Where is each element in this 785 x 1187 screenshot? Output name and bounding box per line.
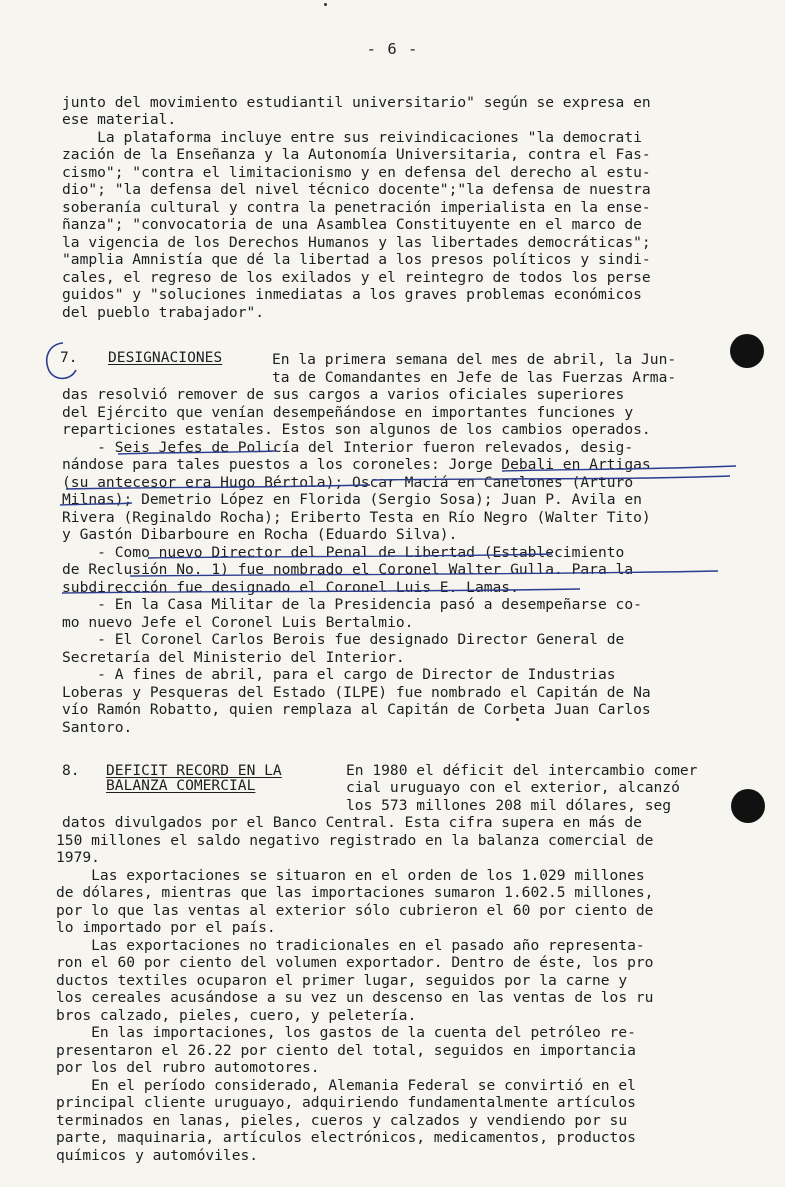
text-line: "amplia Amnistía que dé la libertad a los presos políticos y sindi- [62, 251, 651, 268]
text-line: por los del rubro automotores. [56, 1059, 320, 1076]
text-line: ductos textiles ocuparon el primer lugar, seguidos por la carne y [56, 972, 628, 989]
text-line: de dólares, mientras que las importaciones sumaron 1.602.5 millones, [56, 884, 654, 901]
text-line: 150 millones el saldo negativo registrado en la balanza comercial de [56, 832, 654, 849]
text-line: y Gastón Dibarboure en Rocha (Eduardo Silva). [62, 526, 458, 543]
text-line: subdirección fue designado el Coronel Luis E. Lamas. [62, 579, 519, 596]
text-line: ron el 60 por ciento del volumen exportador. Dentro de éste, los pro [56, 954, 654, 971]
text-line: químicos y automóviles. [56, 1147, 259, 1164]
text-line: junto del movimiento estudiantil universitario" según se expresa en [62, 94, 651, 111]
text-line: En las importaciones, los gastos de la cuenta del petróleo re- [56, 1024, 636, 1041]
text-line: de Reclusión No. 1) fue nombrado el Coronel Walter Gulla. Para la [62, 561, 634, 578]
punch-hole-bottom [731, 789, 765, 823]
text-line: La plataforma incluye entre sus reivindicaciones "la democrati [62, 129, 642, 146]
text-line: los cereales acusándose a su vez un descenso en las ventas de los ru [56, 989, 654, 1006]
text-line: los 573 millones 208 mil dólares, seg [346, 797, 672, 814]
text-line: por lo que las ventas al exterior sólo cubrieron el 60 por ciento de [56, 902, 654, 919]
text-line: Las exportaciones se situaron en el orden de los 1.029 millones [56, 867, 645, 884]
text-line: Rivera (Reginaldo Rocha); Eriberto Testa en Río Negro (Walter Tito) [62, 509, 651, 526]
text-line: lo importado por el país. [56, 919, 276, 936]
page-number: - 6 - [366, 40, 419, 58]
text-line: - Como nuevo Director del Penal de Libertad (Establecimiento [62, 544, 625, 561]
section-heading: BALANZA COMERCIAL [106, 777, 256, 794]
ink-speck [324, 3, 327, 6]
text-line: - En la Casa Militar de la Presidencia pasó a desempeñarse co- [62, 596, 642, 613]
text-line: (su antecesor era Hugo Bértola); Oscar Maciá en Canelones (Arturo [62, 474, 634, 491]
text-line: soberanía cultural y contra la penetración imperialista en la ense- [62, 199, 651, 216]
text-line: En el período considerado, Alemania Federal se convirtió en el [56, 1077, 636, 1094]
text-line: mo nuevo Jefe el Coronel Luis Bertalmio. [62, 614, 414, 631]
text-line: 1979. [56, 849, 100, 866]
text-line: - A fines de abril, para el cargo de Director de Industrias [62, 666, 616, 683]
text-line: datos divulgados por el Banco Central. Esta cifra supera en más de [62, 814, 642, 831]
text-line: ñanza"; "convocatoria de una Asamblea Constituyente en el marco de [62, 216, 642, 233]
text-line: presentaron el 26.22 por ciento del total, seguidos en importancia [56, 1042, 636, 1059]
text-line: Loberas y Pesqueras del Estado (ILPE) fue nombrado el Capitán de Na [62, 684, 651, 701]
text-line: - Seis Jefes de Policía del Interior fueron relevados, desig- [62, 439, 634, 456]
text-line: - El Coronel Carlos Berois fue designado Director General de [62, 631, 625, 648]
text-line: principal cliente uruguayo, adquiriendo fundamentalmente artículos [56, 1094, 636, 1111]
text-line: la vigencia de los Derechos Humanos y las libertades democráticas"; [62, 234, 651, 251]
text-line: del Ejército que venían desempeñándose en importantes funciones y [62, 404, 634, 421]
text-line: cismo"; "contra el limitacionismo y en defensa del derecho al estu- [62, 164, 651, 181]
text-line: cial uruguayo con el exterior, alcanzó [346, 779, 680, 796]
text-line: das resolvió remover de sus cargos a varios oficiales superiores [62, 386, 625, 403]
text-line: ta de Comandantes en Jefe de las Fuerzas Arma- [272, 369, 677, 386]
section-number: 8. [62, 762, 80, 779]
ink-speck [516, 718, 519, 721]
text-line: reparticiones estatales. Estos son algunos de los cambios operados. [62, 421, 651, 438]
text-line: cales, el regreso de los exilados y el reintegro de todos los perse [62, 269, 651, 286]
text-line: zación de la Enseñanza y la Autonomía Universitaria, contra el Fas- [62, 146, 651, 163]
text-line: En la primera semana del mes de abril, la Jun- [272, 351, 677, 368]
text-line: terminados en lanas, pieles, cueros y calzados y vendiendo por su [56, 1112, 628, 1129]
section-heading: DESIGNACIONES [108, 349, 223, 366]
text-line: Santoro. [62, 719, 133, 736]
text-line: guidos" y "soluciones inmediatas a los graves problemas económicos [62, 286, 642, 303]
text-line: vío Ramón Robatto, quien remplaza al Capitán de Corbeta Juan Carlos [62, 701, 651, 718]
text-line: Milnas); Demetrio López en Florida (Sergio Sosa); Juan P. Avila en [62, 491, 642, 508]
section-number: 7. [60, 349, 78, 366]
text-line: del pueblo trabajador". [62, 304, 265, 321]
text-line: ese material. [62, 111, 177, 128]
text-line: Secretaría del Ministerio del Interior. [62, 649, 405, 666]
punch-hole-top [730, 334, 764, 368]
text-line: dio"; "la defensa del nivel técnico docente";"la defensa de nuestra [62, 181, 651, 198]
section-heading: DEFICIT RECORD EN LA [106, 762, 282, 779]
text-line: bros calzado, pieles, cuero, y peletería. [56, 1007, 417, 1024]
text-line: Las exportaciones no tradicionales en el pasado año representa- [56, 937, 645, 954]
text-line: nándose para tales puestos a los coroneles: Jorge Debali en Artigas [62, 456, 651, 473]
text-line: parte, maquinaria, artículos electrónicos, medicamentos, productos [56, 1129, 636, 1146]
text-line: En 1980 el déficit del intercambio comer [346, 762, 698, 779]
